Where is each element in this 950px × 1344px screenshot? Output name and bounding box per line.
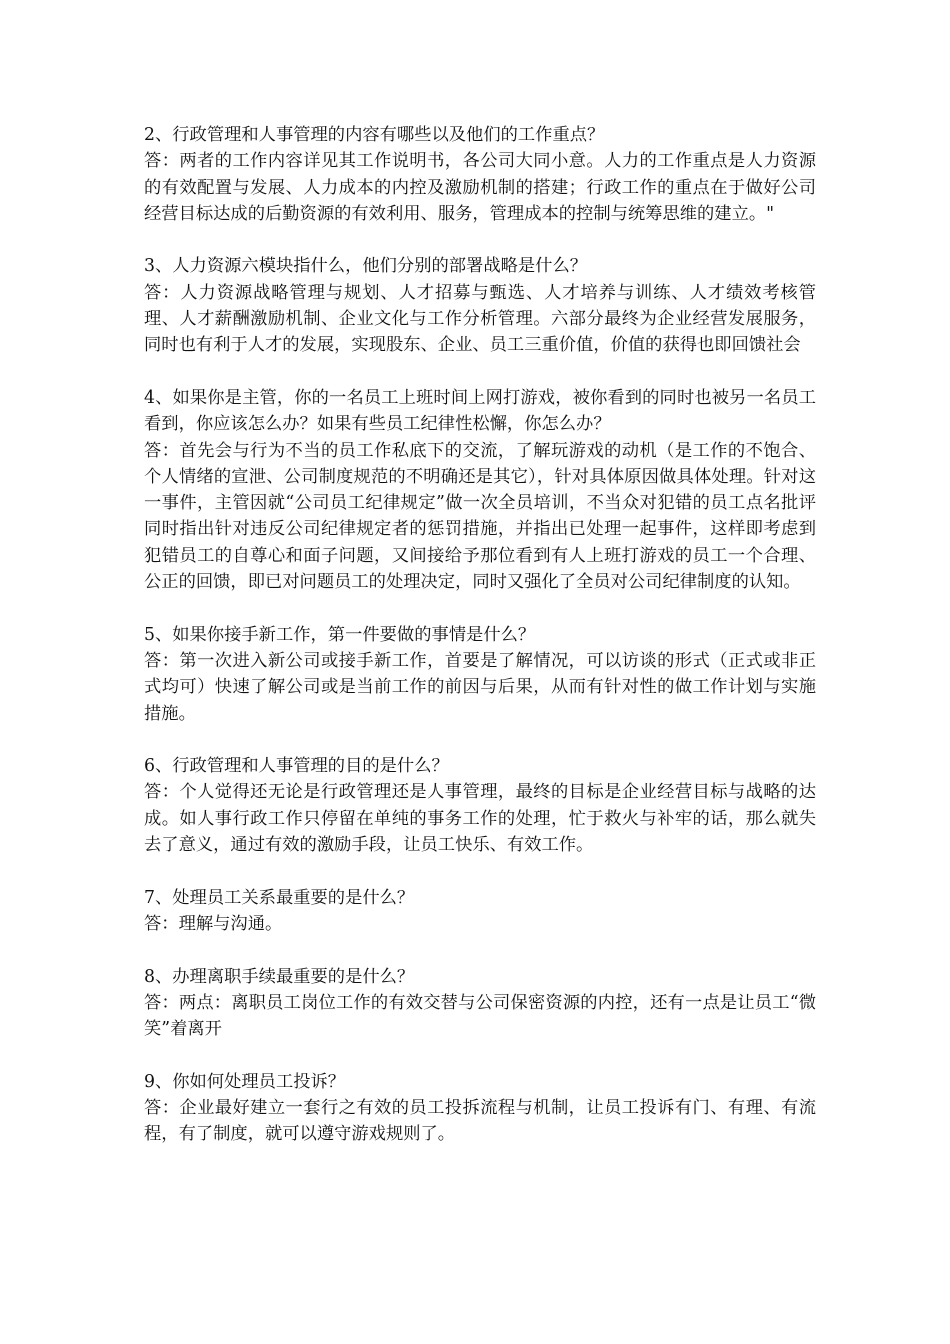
qa-item [144, 885, 816, 938]
question-text: 6、行政管理和人事管理的目的是什么？ [144, 756, 449, 777]
answer-text: 答：首先会与行为不当的员工作私底下的交流，了解玩游戏的动机（是工作的不饱合、个人情绪的宣泄、公司制度规范的不明确还是其它），针对具体原因做具体处理。针对这一事件，主管因就“公司员工纪律规定”做一次全员培训，不当众对犯错的员工点名批评同时指出针对违反公司纪律规定者的惩罚措施，并指出已处理一起事件，这样即考虑到犯错员工的自尊心和面子问题，又间接给予那位看到有人上班打游戏的员工一个合理、公正的回馈，即已对问题员工的处理决定，同时又强化了全员对公司纪律制度的认知。 [144, 440, 816, 593]
qa-item [144, 1069, 816, 1148]
answer-text: 答：人力资源战略管理与规划、人才招募与甄选、人才培养与训练、人才绩效考核管理、人才薪酬激励机制、企业文化与工作分析管理。六部分最终为企业经营发展服务，同时也有利于人才的发展，实现股东、企业、员工三重价值，价值的获得也即回馈社会 [144, 282, 816, 356]
qa-item [144, 122, 816, 227]
answer-text: 答：个人觉得还无论是行政管理还是人事管理，最终的目标是企业经营目标与战略的达成。如人事行政工作只停留在单纯的事务工作的处理，忙于救火与补牢的话，那么就失去了意义，通过有效的激励手段，让员工快乐、有效工作。 [144, 782, 816, 856]
question-text: 4、如果你是主管，你的一名员工上班时间上网打游戏，被你看到的同时也被另一名员工看到，你应该怎么办？如果有些员工纪律性松懈，你怎么办？ [144, 387, 816, 435]
question-text: 3、人力资源六模块指什么，他们分别的部署战略是什么？ [144, 256, 588, 277]
answer-text: 答：两者的工作内容详见其工作说明书，各公司大同小意。人力的工作重点是人力资源的有效配置与发展、人力成本的内控及激励机制的搭建；行政工作的重点在于做好公司经营目标达成的后勤资源的有效利用、服务，管理成本的控制与统筹思维的建立。" [144, 151, 816, 224]
question-text: 2、行政管理和人事管理的内容有哪些以及他们的工作重点？ [144, 125, 605, 145]
answer-text: 答：第一次进入新公司或接手新工作，首要是了解情况，可以访谈的形式（正式或非正式均可）快速了解公司或是当前工作的前因与后果，从而有针对性的做工作计划与实施措施。 [144, 650, 816, 724]
answer-text: 答：企业最好建立一套行之有效的员工投拆流程与机制，让员工投诉有门、有理、有流程，有了制度，就可以遵守游戏规则了。 [144, 1097, 816, 1145]
question-text: 7、处理员工关系最重要的是什么？ [144, 887, 415, 908]
answer-text: 答：两点：离职员工岗位工作的有效交替与公司保密资源的内控，还有一点是让员工“微笑”着离开 [144, 992, 816, 1040]
question-text: 9、你如何处理员工投诉？ [144, 1071, 346, 1092]
question-text: 5、如果你接手新工作，第一件要做的事情是什么？ [144, 624, 536, 645]
document-page [144, 122, 816, 1174]
qa-item [144, 253, 816, 358]
question-text: 8、办理离职手续最重要的是什么？ [144, 966, 415, 987]
qa-item [144, 964, 816, 1043]
qa-item [144, 753, 816, 858]
answer-text: 答：理解与沟通。 [144, 913, 283, 934]
qa-item [144, 385, 816, 595]
qa-item [144, 622, 816, 727]
